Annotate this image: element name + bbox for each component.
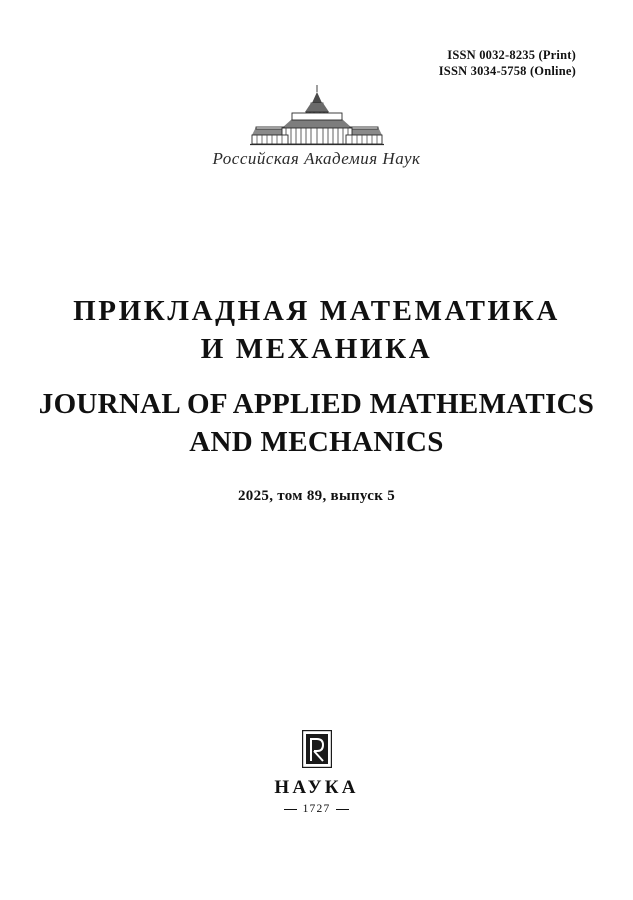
journal-title-en-line2: AND MECHANICS xyxy=(189,426,444,458)
issn-online: ISSN 3034-5758 (Online) xyxy=(438,64,576,78)
journal-title-ru xyxy=(0,292,633,368)
publisher-year-value: 1727 xyxy=(302,803,331,815)
journal-title-en-line1: JOURNAL OF APPLIED MATHEMATICS xyxy=(38,388,595,420)
year-dash-left xyxy=(284,809,297,810)
nauka-publisher-mark-icon xyxy=(302,730,332,768)
journal-title-en xyxy=(0,385,633,461)
year-dash-right xyxy=(336,809,349,810)
issn-block xyxy=(439,47,576,79)
title-block xyxy=(0,292,633,505)
journal-title-ru-line1: ПРИКЛАДНАЯ МАТЕМАТИКА xyxy=(73,295,560,327)
journal-title-ru-line2: И МЕХАНИКА xyxy=(200,333,433,365)
publisher-block xyxy=(0,730,633,815)
publisher-name: НАУКА xyxy=(274,777,359,798)
issn-print: ISSN 0032-8235 (Print) xyxy=(447,48,576,62)
publisher-year xyxy=(284,803,350,815)
academy-building-emblem-icon xyxy=(242,83,392,155)
academy-emblem-caption: Российская Академия Наук xyxy=(212,149,421,168)
academy-emblem xyxy=(0,83,633,169)
issue-line: 2025, том 89, выпуск 5 xyxy=(238,488,395,504)
